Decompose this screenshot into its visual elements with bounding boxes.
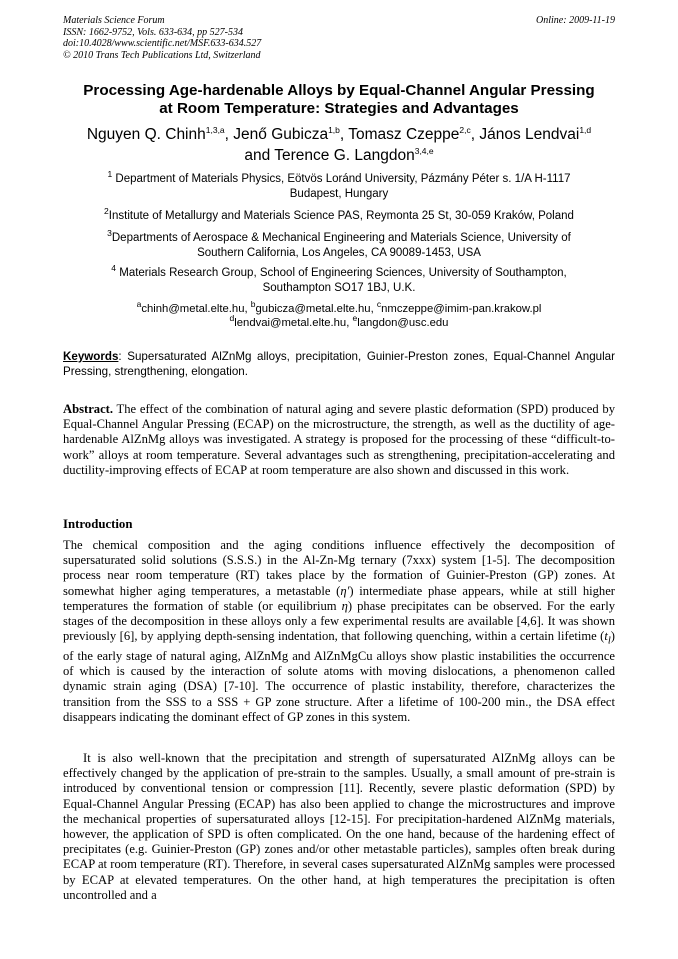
author-name: Jenő Gubicza [233,126,329,143]
journal-header [63,15,615,61]
eta-symbol: η [341,598,348,613]
author-line-1: Nguyen Q. Chinh$^{1,3,a}$, Jenő Gubicza$^{1,b}$, Tomasz Czeppe$^{2,c}$, János Lendvai$^{1,d}$ [86,124,592,143]
title-line-2: at Room Temperature: Strategies and Advantages [159,100,519,117]
author-list [30,124,648,166]
affiliation-3: $^3$Departments of Aerospace & Mechanical Engineering and Materials Science, University of Southern California, Los Angeles, CA 90089-1453, USA [107,228,571,259]
intro-paragraph-1: The chemical composition and the aging conditions influence effectively the decomposition of supersaturated solid solutions (S.S.S.) in the Al-Zn-Mg ternary (7xxx) system [1-5]. The decomposition process near room temperature (RT) takes place by the formation of Guinier-Preston (GP) zones. At somewhat higher aging temperatures, a metastable (η′) intermediate phase appears, while at still higher temperatures the formation of stable (or equilibrium η) phase precipitates can be observed. For the early stages of the decomposition in these alloys only a few experimental results are available [4,6]. It was shown previously [6], by applying depth-sensing indentation, that following quenching, within a certain lifetime $(t_l)$ of the early stage of natural aging, AlZnMg and AlZnMgCu alloys show plastic instabilities the occurrence of which is caused by the interaction of solute atoms with moving dislocations, a phenomenon called dynamic strain aging (DSA) [7-10]. The occurrence of plastic instability, therefore, characterizes the transition from the SSS to a SSS + GP zone structure. After a lifetime of 100-200 min., the DSA effect disappears indicating the dominant effect of GP zones in this system. [63,538,615,724]
email-link[interactable]: langdon@usc.edu [357,317,449,329]
author-name: János Lendvai [479,126,580,143]
doi-line: doi:10.4028/www.scientific.net/MSF.633-634.527 [63,38,262,49]
eta-prime-symbol: η′ [340,583,350,598]
email-link[interactable]: lendvai@metal.elte.hu [234,317,347,329]
affiliation-2: $^2$Institute of Metallurgy and Materials Science PAS, Reymonta 25 St, 30-059 Kraków, Poland [104,206,574,222]
author-affil-sup: 2,c [459,124,471,135]
keywords-section [63,350,615,379]
author-affil-sup: 1,d [579,124,592,135]
author-name: Tomasz Czeppe [348,126,460,143]
keywords-text: : Supersaturated AlZnMg alloys, precipitation, Guinier-Preston zones, Equal-Channel Angular Pressing, strengthening, elongation. [63,350,615,378]
keywords-label: Keywords [63,350,119,363]
author-line-2: and Terence G. Langdon$^{3,4,e}$ [244,145,434,164]
paper-title [40,82,638,118]
issn-line: ISSN: 1662-9752, Vols. 633-634, pp 527-534 [63,26,243,38]
author-affil-sup: 1,3,a [205,124,225,135]
intro-paragraph-2: It is also well-known that the precipitation and strength of supersaturated AlZnMg alloys can be effectively changed by the application of pre-strain to the samples. Usually, a small amount of pre-strain is introduced by conventional tension or compression [11]. Recently, severe plastic deformation (SPD) by Equal-Channel Angular Pressing (ECAP) has also been applied to change the microstructures and improve the mechanical properties of supersaturated alloys [12-15]. For precipitation-hardened AlZnMg materials, however, the application of SPD is often complicated. On the one hand, because of the hardening effect of precipitates (e.g. Guinier-Preston (GP) zones and/or other metastable particles), samples often break during ECAP at room temperature (RT). Therefore, in several cases supersaturated AlZnMg samples were processed by ECAP at elevated temperatures. On the other hand, at high temperatures the precipitation is often uncontrolled and a [63,751,615,902]
online-date: Online: 2009-11-19 [536,15,615,26]
affiliation-4: $^4$ Materials Research Group, School of Engineering Sciences, University of Southampton, Southampton SO17 1BJ, U.K. [111,263,567,294]
title-line-1: Processing Age-hardenable Alloys by Equal-Channel Angular Pressing [83,82,595,99]
author-affil-sup: 3,4,e [414,145,434,156]
email-link[interactable]: nmczeppe@imim-pan.krakow.pl [381,303,542,315]
abstract-label: Abstract. [63,402,114,416]
copyright-line: © 2010 Trans Tech Publications Ltd, Switzerland [63,49,261,61]
introduction-heading: Introduction [63,517,133,531]
email-list: $^a$chinh@metal.elte.hu, $^b$gubicza@metal.elte.hu, $^c$nmczeppe@imim-pan.krakow.pl $^d$lendvai@metal.elte.hu, $^e$langdon@usc.edu [136,299,542,329]
journal-name: Materials Science Forum [63,15,165,26]
author-affil-sup: 1,b [328,124,340,135]
lifetime-symbol: t [604,629,608,644]
author-name: Terence G. Langdon [274,147,415,164]
abstract-section [63,402,615,478]
author-name: Nguyen Q. Chinh [86,126,206,143]
email-link[interactable]: gubicza@metal.elte.hu [255,303,371,315]
abstract-text: The effect of the combination of natural aging and severe plastic deformation (SPD) produced by Equal-Channel Angular Pressing (ECAP) on the microstructure, the strength, as well as the ductility of age-hardenable AlZnMg alloys was investigated. A strategy is proposed for the processing of these “difficult-to-work” alloys at room temperature. Several advantages such as strengthening, precipitation-accelerating and ductility-improving effects of ECAP at room temperature are also shown and discussed in this work. [63,402,615,477]
email-link[interactable]: chinh@metal.elte.hu [141,303,245,315]
affiliation-1: $^1$ Department of Materials Physics, Eötvös Loránd University, Pázmány Péter s. 1/A H-1117 Budapest, Hungary [107,169,571,200]
